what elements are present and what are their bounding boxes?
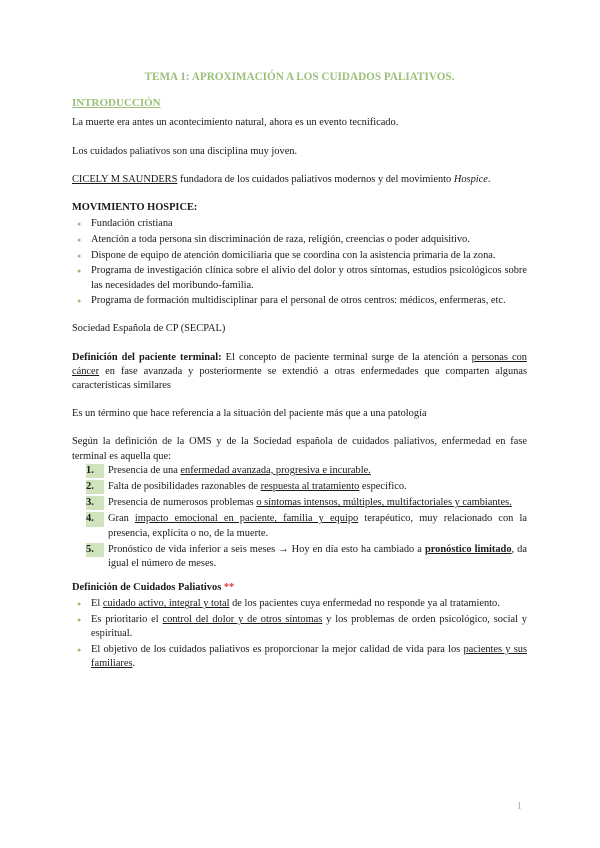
document-title: TEMA 1: APROXIMACIÓN A LOS CUIDADOS PALIATIVOS.	[144, 71, 455, 83]
terminal-paragraph-3: Según la definición de la OMS y de la Sociedad española de cuidados paliativos, enfermedad en fase terminal es aquella que:	[72, 436, 527, 462]
list-item: ● Programa de investigación clínica sobre el alivio del dolor y otros síntomas, estudios psicológicos sobre las necesidades del moribundo-familia.	[72, 264, 527, 292]
list-item: 3. Presencia de numerosos problemas o síntomas intensos, múltiples, multifactoriales y cambiantes.	[72, 496, 527, 510]
cp-heading: Definición de Cuidados Paliativos **	[72, 582, 235, 594]
hospice-list	[72, 217, 527, 308]
saunders-name: CICELY M SAUNDERS	[72, 173, 178, 185]
criteria-list	[72, 464, 527, 571]
list-item: ● El objetivo de los cuidados paliativos es proporcionar la mejor calidad de vida para los pacientes y sus familiares.	[72, 643, 527, 671]
list-item: ● Es prioritario el control del dolor y de otros síntomas y los problemas de orden psicológico, social y espiritual.	[72, 613, 527, 641]
document-page	[72, 70, 527, 673]
item-number: 2.	[86, 480, 104, 494]
list-item: ● Programa de formación multidisciplinar para el personal de otros centros: médicos, enfermeras, etc.	[72, 294, 527, 308]
intro-paragraph-3: CICELY M SAUNDERS fundadora de los cuidados paliativos modernos y del movimiento Hospice.	[72, 173, 491, 185]
list-item: 1. Presencia de una enfermedad avanzada, progresiva e incurable.	[72, 464, 527, 478]
list-item: ● El cuidado activo, integral y total de los pacientes cuya enfermedad no responde ya al tratamiento.	[72, 597, 527, 611]
terminal-paragraph-2: Es un término que hace referencia a la situación del paciente más que a una patología	[72, 408, 427, 420]
item-number: 3.	[86, 496, 104, 510]
list-item: 2. Falta de posibilidades razonables de respuesta al tratamiento específico.	[72, 480, 527, 494]
cp-list	[72, 597, 527, 671]
list-item: 5. Pronóstico de vida inferior a seis meses → Hoy en día esto ha cambiado a pronóstico limitado, da igual el número de meses.	[86, 543, 527, 570]
hospice-heading: MOVIMIENTO HOSPICE:	[72, 202, 198, 214]
intro-paragraph-2: Los cuidados paliativos son una disciplina muy joven.	[72, 145, 298, 157]
terminal-definition: Definición del paciente terminal: El concepto de paciente terminal surge de la atención a personas con cáncer en fase avanzada y posteriormente se extendió a otras enfermedades que comparten algunas características similares	[72, 351, 527, 392]
item-number: 4.	[86, 512, 104, 526]
star-marker: **	[221, 582, 235, 594]
intro-paragraph-1: La muerte era antes un acontecimiento natural, ahora es un evento tecnificado.	[72, 117, 399, 129]
list-item: ● Fundación cristiana	[72, 217, 527, 231]
item-number: 5.	[86, 543, 104, 557]
page-number: 1	[516, 800, 522, 812]
item-number: 1.	[86, 464, 104, 478]
list-item: ● Atención a toda persona sin discriminación de raza, religión, creencias o poder adquisitivo.	[72, 233, 527, 247]
list-item: ● Dispone de equipo de atención domiciliaria que se coordina con la asistencia primaria de la zona.	[72, 249, 527, 263]
list-item: 4. Gran impacto emocional en paciente, familia y equipo terapéutico, muy relacionado con la presencia, explícita o no, de la muerte.	[86, 513, 527, 539]
intro-heading: INTRODUCCIÓN	[72, 97, 161, 110]
secpal-text: Sociedad Española de CP (SECPAL)	[72, 323, 226, 335]
